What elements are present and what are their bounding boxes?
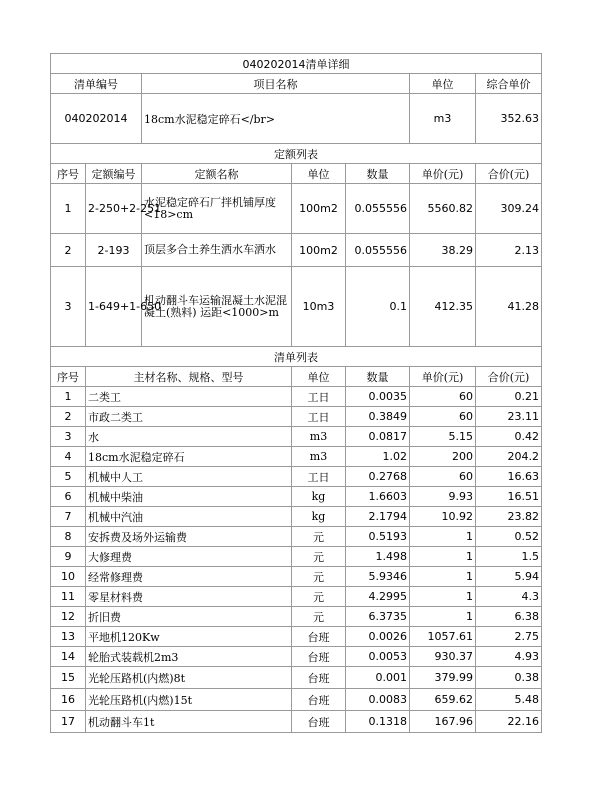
material-price: 5.15: [410, 427, 476, 447]
material-price: 1: [410, 587, 476, 607]
material-qty: 5.9346: [346, 567, 410, 587]
material-unit: 元: [292, 547, 346, 567]
material-row: [51, 387, 542, 407]
material-unit: 元: [292, 527, 346, 547]
material-no: 5: [51, 467, 86, 487]
material-qty: 2.1794: [346, 507, 410, 527]
material-total: 5.48: [476, 689, 542, 711]
material-no: 7: [51, 507, 86, 527]
material-total: 4.93: [476, 647, 542, 667]
material-row: [51, 711, 542, 733]
material-no: 15: [51, 667, 86, 689]
material-unit: 元: [292, 607, 346, 627]
material-unit: 工日: [292, 467, 346, 487]
material-qty: 0.0817: [346, 427, 410, 447]
material-name: 平地机120Kw: [86, 627, 292, 647]
quota-col-name: 定额名称: [142, 164, 292, 184]
quota-no: 1: [51, 184, 86, 234]
material-total: 1.5: [476, 547, 542, 567]
quota-row: [51, 234, 542, 267]
quota-col-code: 定额编号: [86, 164, 142, 184]
material-unit: 台班: [292, 627, 346, 647]
material-no: 14: [51, 647, 86, 667]
material-total: 16.51: [476, 487, 542, 507]
materials-col-unit: 单位: [292, 367, 346, 387]
material-qty: 4.2995: [346, 587, 410, 607]
materials-section-title: 清单列表: [51, 347, 542, 367]
material-row: [51, 689, 542, 711]
material-row: [51, 587, 542, 607]
quota-col-total: 合价(元): [476, 164, 542, 184]
material-name: 机械中柴油: [86, 487, 292, 507]
material-name: 机动翻斗车1t: [86, 711, 292, 733]
material-no: 16: [51, 689, 86, 711]
material-no: 6: [51, 487, 86, 507]
material-total: 4.3: [476, 587, 542, 607]
material-total: 0.42: [476, 427, 542, 447]
material-total: 16.63: [476, 467, 542, 487]
material-price: 930.37: [410, 647, 476, 667]
material-name: 市政二类工: [86, 407, 292, 427]
material-row: [51, 467, 542, 487]
material-qty: 0.001: [346, 667, 410, 689]
material-row: [51, 507, 542, 527]
material-price: 9.93: [410, 487, 476, 507]
material-no: 11: [51, 587, 86, 607]
material-no: 4: [51, 447, 86, 467]
item-code: 040202014: [51, 94, 142, 144]
title-row: [51, 54, 542, 74]
material-row: [51, 547, 542, 567]
materials-col-no: 序号: [51, 367, 86, 387]
quota-col-price: 单价(元): [410, 164, 476, 184]
material-no: 13: [51, 627, 86, 647]
material-price: 1: [410, 607, 476, 627]
material-unit: 工日: [292, 387, 346, 407]
page-title: 040202014清单详细: [51, 54, 542, 74]
material-price: 1: [410, 527, 476, 547]
material-qty: 1.02: [346, 447, 410, 467]
quota-section-title: 定额列表: [51, 144, 542, 164]
material-unit: kg: [292, 507, 346, 527]
material-price: 200: [410, 447, 476, 467]
material-name: 二类工: [86, 387, 292, 407]
material-price: 60: [410, 407, 476, 427]
material-total: 23.82: [476, 507, 542, 527]
material-no: 3: [51, 427, 86, 447]
quota-col-no: 序号: [51, 164, 86, 184]
material-price: 659.62: [410, 689, 476, 711]
material-unit: 元: [292, 587, 346, 607]
material-total: 204.2: [476, 447, 542, 467]
material-total: 0.21: [476, 387, 542, 407]
quota-name: 水泥稳定碎石厂拌机铺厚度<18>cm: [142, 184, 292, 234]
material-price: 60: [410, 387, 476, 407]
material-row: [51, 407, 542, 427]
material-qty: 0.2768: [346, 467, 410, 487]
item-unit: m3: [410, 94, 476, 144]
material-unit: kg: [292, 487, 346, 507]
quota-unit: 100m2: [292, 234, 346, 267]
material-name: 轮胎式装载机2m3: [86, 647, 292, 667]
material-no: 17: [51, 711, 86, 733]
materials-section-title-row: [51, 347, 542, 367]
material-qty: 6.3735: [346, 607, 410, 627]
material-name: 机械中汽油: [86, 507, 292, 527]
material-unit: 台班: [292, 689, 346, 711]
quota-price: 5560.82: [410, 184, 476, 234]
material-total: 0.38: [476, 667, 542, 689]
material-unit: m3: [292, 447, 346, 467]
quota-name: 机动翻斗车运输混凝土水泥混凝土(熟料) 运距<1000>m: [142, 267, 292, 347]
col-name-header: 项目名称: [142, 74, 410, 94]
material-qty: 0.0053: [346, 647, 410, 667]
materials-col-price: 单价(元): [410, 367, 476, 387]
material-no: 12: [51, 607, 86, 627]
material-total: 22.16: [476, 711, 542, 733]
quota-code: 2-250+2-251: [86, 184, 142, 234]
material-qty: 0.0026: [346, 627, 410, 647]
materials-col-qty: 数量: [346, 367, 410, 387]
material-price: 379.99: [410, 667, 476, 689]
material-qty: 0.1318: [346, 711, 410, 733]
quota-no: 3: [51, 267, 86, 347]
material-unit: 元: [292, 567, 346, 587]
item-name: 18cm水泥稳定碎石</br>: [142, 94, 410, 144]
quota-header-row: [51, 164, 542, 184]
material-price: 1: [410, 567, 476, 587]
material-qty: 1.6603: [346, 487, 410, 507]
quota-section-title-row: [51, 144, 542, 164]
material-total: 0.52: [476, 527, 542, 547]
material-row: [51, 667, 542, 689]
col-code-header: 清单编号: [51, 74, 142, 94]
quota-qty: 0.055556: [346, 184, 410, 234]
material-price: 60: [410, 467, 476, 487]
bill-detail-table: [50, 53, 542, 733]
material-no: 9: [51, 547, 86, 567]
quota-total: 41.28: [476, 267, 542, 347]
material-row: [51, 567, 542, 587]
quota-name: 顶层多合土养生洒水车洒水: [142, 234, 292, 267]
quota-qty: 0.055556: [346, 234, 410, 267]
materials-col-total: 合价(元): [476, 367, 542, 387]
material-row: [51, 627, 542, 647]
quota-col-qty: 数量: [346, 164, 410, 184]
material-qty: 1.498: [346, 547, 410, 567]
material-price: 10.92: [410, 507, 476, 527]
material-no: 1: [51, 387, 86, 407]
material-row: [51, 527, 542, 547]
quota-col-unit: 单位: [292, 164, 346, 184]
material-name: 光轮压路机(内燃)15t: [86, 689, 292, 711]
col-unit-header: 单位: [410, 74, 476, 94]
material-no: 10: [51, 567, 86, 587]
header-row: [51, 74, 542, 94]
material-name: 水: [86, 427, 292, 447]
item-row: [51, 94, 542, 144]
material-price: 1057.61: [410, 627, 476, 647]
material-no: 8: [51, 527, 86, 547]
quota-row: [51, 184, 542, 234]
material-name: 安拆费及场外运输费: [86, 527, 292, 547]
quota-price: 412.35: [410, 267, 476, 347]
quota-no: 2: [51, 234, 86, 267]
material-price: 1: [410, 547, 476, 567]
material-name: 机械中人工: [86, 467, 292, 487]
material-qty: 0.0035: [346, 387, 410, 407]
material-qty: 0.5193: [346, 527, 410, 547]
material-no: 2: [51, 407, 86, 427]
material-total: 5.94: [476, 567, 542, 587]
material-total: 23.11: [476, 407, 542, 427]
item-price: 352.63: [476, 94, 542, 144]
quota-unit: 100m2: [292, 184, 346, 234]
material-unit: 台班: [292, 667, 346, 689]
material-unit: 工日: [292, 407, 346, 427]
material-qty: 0.0083: [346, 689, 410, 711]
material-row: [51, 647, 542, 667]
material-qty: 0.3849: [346, 407, 410, 427]
material-total: 2.75: [476, 627, 542, 647]
material-unit: 台班: [292, 711, 346, 733]
quota-price: 38.29: [410, 234, 476, 267]
quota-qty: 0.1: [346, 267, 410, 347]
material-price: 167.96: [410, 711, 476, 733]
material-name: 折旧费: [86, 607, 292, 627]
material-name: 光轮压路机(内燃)8t: [86, 667, 292, 689]
quota-total: 309.24: [476, 184, 542, 234]
material-name: 零星材料费: [86, 587, 292, 607]
material-unit: 台班: [292, 647, 346, 667]
material-unit: m3: [292, 427, 346, 447]
material-name: 经常修理费: [86, 567, 292, 587]
material-name: 大修理费: [86, 547, 292, 567]
quota-code: 1-649+1-650: [86, 267, 142, 347]
materials-header-row: [51, 367, 542, 387]
material-name: 18cm水泥稳定碎石: [86, 447, 292, 467]
material-row: [51, 607, 542, 627]
col-price-header: 综合单价: [476, 74, 542, 94]
quota-row: [51, 267, 542, 347]
material-row: [51, 487, 542, 507]
material-row: [51, 427, 542, 447]
quota-code: 2-193: [86, 234, 142, 267]
material-row: [51, 447, 542, 467]
quota-total: 2.13: [476, 234, 542, 267]
material-total: 6.38: [476, 607, 542, 627]
quota-unit: 10m3: [292, 267, 346, 347]
materials-col-name: 主材名称、规格、型号: [86, 367, 292, 387]
